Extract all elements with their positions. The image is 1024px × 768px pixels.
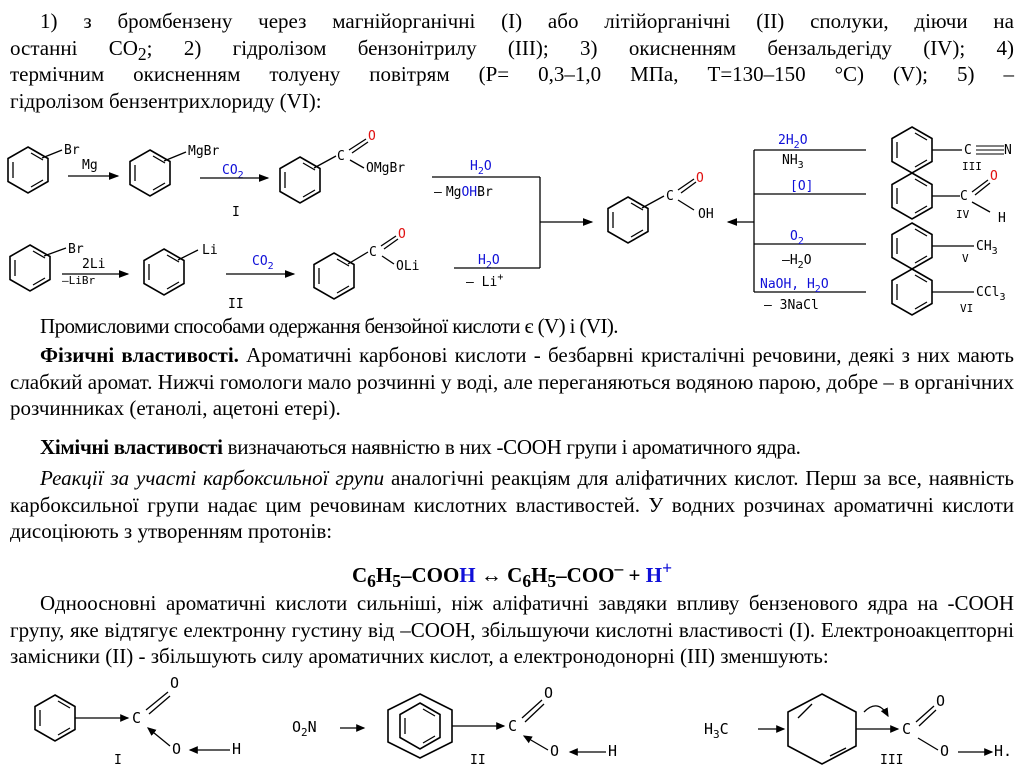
byproduct-nh3: $NH_3$ (782, 153, 804, 171)
physical-title: Фізичні властивості. (40, 343, 239, 367)
hydrogen-label: H (232, 740, 242, 758)
oxygen-label: O (398, 227, 406, 242)
intro-line-1: 1) з бромбензену через магнійорганічні (I) або літійорганічні (II) сполуки, діючи на (40, 9, 1014, 33)
reagent-li: 2Li (82, 257, 106, 272)
intro-text: ; 2) гідролізом бензонітрилу (III); 3) окисненням бензальдегіду (IV); 4) (146, 35, 1014, 60)
reagent-co2: $CO_2$ (252, 254, 274, 272)
reactions-title: Реакції за участі карбоксильної групи (40, 466, 385, 490)
compound-label-iii: III (962, 160, 982, 173)
mgbr-label: MgBr (188, 144, 220, 159)
compound-label-iv: IV (956, 208, 970, 221)
chemical-properties (10, 434, 1014, 461)
compound-label-i: I (232, 205, 240, 220)
acidity-paragraph (10, 590, 1014, 670)
byproduct-nacl: – 3NaCl (764, 298, 819, 313)
reagent-2h2o: $2H_2O$ (778, 133, 808, 151)
dissociation-equation: $C_6H_5$–COOH ↔ $C_6H_5-COO^- + H^+$ (351, 558, 673, 592)
hydrogen-label: H (608, 742, 618, 760)
intro-text: гідролізом бензентрихлориду (VI): (10, 88, 322, 113)
compound-label-ii: II (228, 297, 244, 312)
nitrogen-label: N (1004, 143, 1012, 158)
oli-label: OLi (396, 259, 420, 274)
bromine-label: Br (64, 143, 80, 158)
oxygen-label: O (550, 742, 560, 760)
carbon-label: C (508, 717, 518, 735)
benzene-ring (892, 127, 932, 173)
benzene-ring (892, 173, 932, 219)
physical-properties (10, 342, 1014, 422)
example-label-i: I (114, 753, 122, 768)
industrial-text: Промисловими способами одержання бензойної кислоти є (V) і (VI). (40, 314, 618, 338)
reagent-co2: $CO_2$ (222, 163, 244, 181)
intro-paragraph (10, 8, 1014, 35)
byproduct-h2o: $-H_2O$ (782, 253, 812, 271)
intro-text: термічним окисненням толуену повітрям (P= 0,3–1,0 МПа, T=130–150 °C) (V); 5) – (10, 62, 1014, 86)
oxygen-label: O (172, 740, 182, 758)
reactions-text: аналогічні реакціям для аліфатичних кислот. Перш за все, наявність карбоксильної групи надає цим речовинам кислотних властивостей. У водних розчинах ароматичні кислоти дисоціюють з утворенням протонів: (10, 466, 1014, 543)
reagent-water: $H_2O$ (470, 159, 492, 177)
hydroxyl-label: OH (698, 207, 714, 222)
benzene-ring (314, 253, 354, 299)
methyl-label: $H_3C$ (704, 720, 729, 741)
benzene-ring (608, 197, 648, 243)
acidity-examples (0, 672, 1024, 768)
oxygen-label: O (368, 129, 376, 144)
trichloromethyl-label: CCl$_3$ (976, 285, 1006, 303)
reagent-o2: $O_2$ (790, 229, 804, 247)
oxygen-label: O (696, 171, 704, 186)
byproduct-mgohbr: – MgOHBr (434, 185, 493, 200)
bromine-label: Br (68, 242, 84, 257)
example-label-ii: II (470, 753, 486, 768)
chemical-text: визначаються наявністю в них -COOH групи і ароматичного ядра. (222, 435, 801, 459)
reagent-mg: Mg (82, 158, 98, 173)
carbon-label: C (337, 149, 345, 164)
intro-line-3 (10, 61, 1014, 88)
oxygen-label: O (170, 674, 180, 692)
chemical-title: Хімічні властивості (40, 435, 223, 459)
benzene-ring (280, 157, 320, 203)
intro-text: останні CO (10, 35, 138, 60)
intro-line-4 (10, 88, 1014, 115)
synthesis-scheme (0, 122, 1024, 318)
nitro-label: $O_2N$ (292, 718, 317, 739)
benzene-ring (144, 249, 184, 295)
carbon-label: C (902, 720, 912, 738)
hydrogen-label: H (998, 211, 1006, 226)
carbon-label: C (964, 143, 972, 158)
carbon-label: C (369, 245, 377, 260)
oxygen-label: O (544, 684, 554, 702)
benzene-ring (8, 147, 48, 193)
oxygen-label: O (940, 742, 950, 760)
carboxyl-reactions (10, 465, 1014, 545)
subscript: 2 (137, 43, 147, 64)
oxygen-label: O (936, 692, 946, 710)
benzene-ring (400, 703, 440, 749)
carbon-label: C (960, 189, 968, 204)
lithium-label: Li (202, 243, 218, 258)
industrial-methods (40, 313, 1020, 340)
byproduct-libr: –LiBr (62, 274, 96, 287)
compound-label-vi: VI (960, 302, 974, 315)
omgbr-label: OMgBr (366, 161, 406, 176)
carbon-label: C (666, 189, 674, 204)
acidity-text: Одноосновні ароматичні кислоти сильніші, ніж аліфатичні завдяки впливу бензенового ядра на -COOH групу, яке відтягує електронну густину від –COOH, збільшуючи кислотні властивості (I). Електроноакцепторні замісники (II) - збільшують силу ароматичних кислот, а електронодонорні (III) зменшують: (10, 591, 1014, 668)
reagent-naoh: NaOH, $H_2O$ (760, 277, 829, 295)
example-label-iii: III (880, 753, 904, 768)
compound-label-v: V (962, 252, 969, 265)
benzene-ring (892, 269, 932, 315)
oxygen-label: O (990, 169, 998, 184)
methyl-label: $CH_3$ (976, 239, 998, 257)
byproduct-li: – Li+ (466, 272, 504, 290)
benzene-ring (35, 695, 75, 741)
hydrogen-label: H. (994, 742, 1013, 760)
benzene-ring (10, 245, 50, 291)
reagent-water: $H_2O$ (478, 253, 500, 271)
reagent-oxidant: [O] (790, 179, 814, 194)
benzene-ring (130, 150, 170, 196)
carbon-label: C (132, 709, 142, 727)
physical-text: Ароматичні карбонові кислоти - безбарвні кристалічні речовини, деякі з них мають слабкий аромат. Нижчі гомологи мало розчинні у воді, але переганяються водяною парою, добре – в органічних розчинниках (етанолі, ацетоні етері). (10, 343, 1014, 420)
benzene-ring (892, 223, 932, 269)
